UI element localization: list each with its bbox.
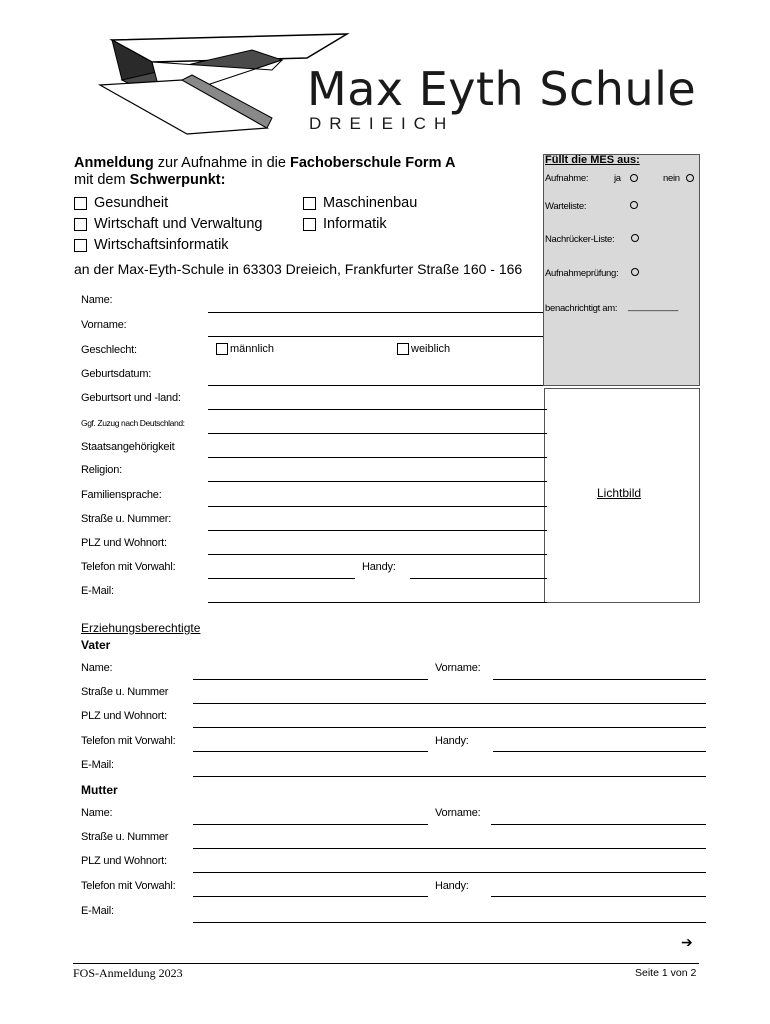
field-strasse[interactable]: [208, 530, 547, 531]
mutter-label-email: E-Mail:: [81, 905, 114, 917]
vater-field-vorname[interactable]: [493, 679, 706, 680]
footer-title: FOS-Anmeldung 2023: [73, 966, 183, 980]
label-staatsangehoerigkeit: Staatsangehörigkeit: [81, 441, 175, 453]
mutter-field-name[interactable]: [193, 824, 428, 825]
radio-aufnahme-nein[interactable]: [686, 174, 694, 182]
label-email: E-Mail:: [81, 585, 114, 597]
guardians-title: Erziehungsberechtigte: [81, 621, 201, 635]
field-geburtsdatum[interactable]: [208, 385, 543, 386]
vater-label-handy: Handy:: [435, 735, 469, 747]
field-handy[interactable]: [410, 578, 547, 579]
mes-benachrichtigt-label: benachrichtigt am:: [545, 303, 618, 314]
checkbox[interactable]: [397, 343, 409, 355]
option-label: Gesundheit: [94, 195, 169, 211]
field-zuzug[interactable]: [208, 433, 547, 434]
checkbox[interactable]: [303, 197, 316, 210]
field-plz[interactable]: [208, 554, 547, 555]
mes-nein-label: nein: [663, 173, 680, 184]
school-address: an der Max-Eyth-Schule in 63303 Dreieich, Frankfurter Straße 160 - 166: [74, 261, 523, 277]
vater-label-telefon: Telefon mit Vorwahl:: [81, 735, 176, 747]
checkbox[interactable]: [303, 218, 316, 231]
vater-field-plz[interactable]: [193, 727, 706, 728]
label-zuzug: Ggf. Zuzug nach Deutschland:: [81, 418, 185, 428]
title-anmeldung: Anmeldung: [74, 155, 154, 171]
mutter-field-email[interactable]: [193, 922, 706, 923]
mutter-label-handy: Handy:: [435, 880, 469, 892]
field-telefon[interactable]: [208, 578, 355, 579]
field-familiensprache[interactable]: [208, 506, 547, 507]
mutter-field-strasse[interactable]: [193, 848, 706, 849]
label-vorname: Vorname:: [81, 319, 127, 331]
field-vorname[interactable]: [208, 336, 543, 337]
option-label: männlich: [230, 343, 275, 355]
option-label: Wirtschaft und Verwaltung: [94, 216, 263, 232]
vater-field-telefon[interactable]: [193, 751, 428, 752]
mes-benachrichtigt-blank: __________: [628, 301, 678, 312]
mutter-title: Mutter: [81, 783, 118, 797]
option-label: Informatik: [323, 216, 387, 232]
field-staatsangehoerigkeit[interactable]: [208, 457, 547, 458]
field-geburtsort[interactable]: [208, 409, 547, 410]
school-name: Max Eyth Schule: [307, 62, 697, 116]
option-maennlich[interactable]: [216, 343, 274, 355]
option-label: Wirtschaftsinformatik: [94, 237, 229, 253]
checkbox[interactable]: [74, 239, 87, 252]
mutter-field-handy[interactable]: [491, 896, 706, 897]
vater-label-vorname: Vorname:: [435, 662, 481, 674]
vater-field-name[interactable]: [193, 679, 428, 680]
radio-nachruecker[interactable]: [631, 234, 639, 242]
checkbox[interactable]: [74, 218, 87, 231]
school-city: DREIEICH: [309, 114, 455, 133]
mutter-label-name: Name:: [81, 807, 113, 819]
radio-warteliste[interactable]: [630, 201, 638, 209]
vater-label-email: E-Mail:: [81, 759, 114, 771]
title-text: zur Aufnahme in die: [153, 155, 290, 171]
label-name: Name:: [81, 294, 113, 306]
mutter-label-vorname: Vorname:: [435, 807, 481, 819]
mutter-label-plz: PLZ und Wohnort:: [81, 855, 167, 867]
label-familiensprache: Familiensprache:: [81, 489, 162, 501]
mes-title: Füllt die MES aus:: [545, 154, 640, 166]
field-name[interactable]: [208, 312, 543, 313]
radio-pruefung[interactable]: [631, 268, 639, 276]
mes-ja-label: ja: [614, 173, 621, 184]
photo-label: Lichtbild: [597, 486, 642, 500]
page-number: Seite 1 von 2: [635, 967, 697, 979]
mes-nachruecker-label: Nachrücker-Liste:: [545, 234, 615, 245]
mes-aufnahme-label: Aufnahme:: [545, 173, 589, 184]
checkbox[interactable]: [74, 197, 87, 210]
option-wirtschaftsinformatik[interactable]: [74, 237, 229, 253]
title-schwerpunkt: Schwerpunkt:: [129, 172, 226, 188]
label-geschlecht: Geschlecht:: [81, 344, 137, 356]
vater-label-plz: PLZ und Wohnort:: [81, 710, 167, 722]
vater-field-strasse[interactable]: [193, 703, 706, 704]
option-label: Maschinenbau: [323, 195, 418, 211]
option-wirtschaft-verwaltung[interactable]: [74, 216, 262, 232]
mutter-label-strasse: Straße u. Nummer: [81, 831, 169, 843]
field-religion[interactable]: [208, 481, 547, 482]
option-gesundheit[interactable]: [74, 195, 168, 211]
option-maschinenbau[interactable]: [303, 195, 417, 211]
vater-label-name: Name:: [81, 662, 113, 674]
footer-divider: [73, 963, 699, 964]
label-strasse: Straße u. Nummer:: [81, 513, 172, 525]
field-email[interactable]: [208, 602, 547, 603]
title-form: Fachoberschule Form A: [289, 155, 456, 171]
label-religion: Religion:: [81, 464, 123, 476]
label-handy: Handy:: [362, 561, 396, 573]
label-plz: PLZ und Wohnort:: [81, 537, 167, 549]
mutter-label-telefon: Telefon mit Vorwahl:: [81, 880, 176, 892]
checkbox[interactable]: [216, 343, 228, 355]
vater-label-strasse: Straße u. Nummer: [81, 686, 169, 698]
vater-title: Vater: [81, 638, 111, 652]
vater-field-email[interactable]: [193, 776, 706, 777]
mutter-field-telefon[interactable]: [193, 896, 428, 897]
mutter-field-plz[interactable]: [193, 872, 706, 873]
label-geburtsort: Geburtsort und -land:: [81, 392, 181, 404]
option-label: weiblich: [411, 343, 451, 355]
mutter-field-vorname[interactable]: [491, 824, 706, 825]
mes-warteliste-label: Warteliste:: [545, 201, 587, 212]
form-title: [74, 155, 455, 189]
label-geburtsdatum: Geburtsdatum:: [81, 368, 152, 380]
mes-pruefung-label: Aufnahmeprüfung:: [545, 268, 619, 279]
option-informatik[interactable]: [303, 216, 387, 232]
vater-field-handy[interactable]: [493, 751, 706, 752]
option-weiblich[interactable]: [397, 343, 450, 355]
label-telefon: Telefon mit Vorwahl:: [81, 561, 176, 573]
radio-aufnahme-ja[interactable]: [630, 174, 638, 182]
next-page-arrow-icon: ➔: [681, 934, 693, 950]
title-line2: mit dem: [74, 172, 130, 188]
